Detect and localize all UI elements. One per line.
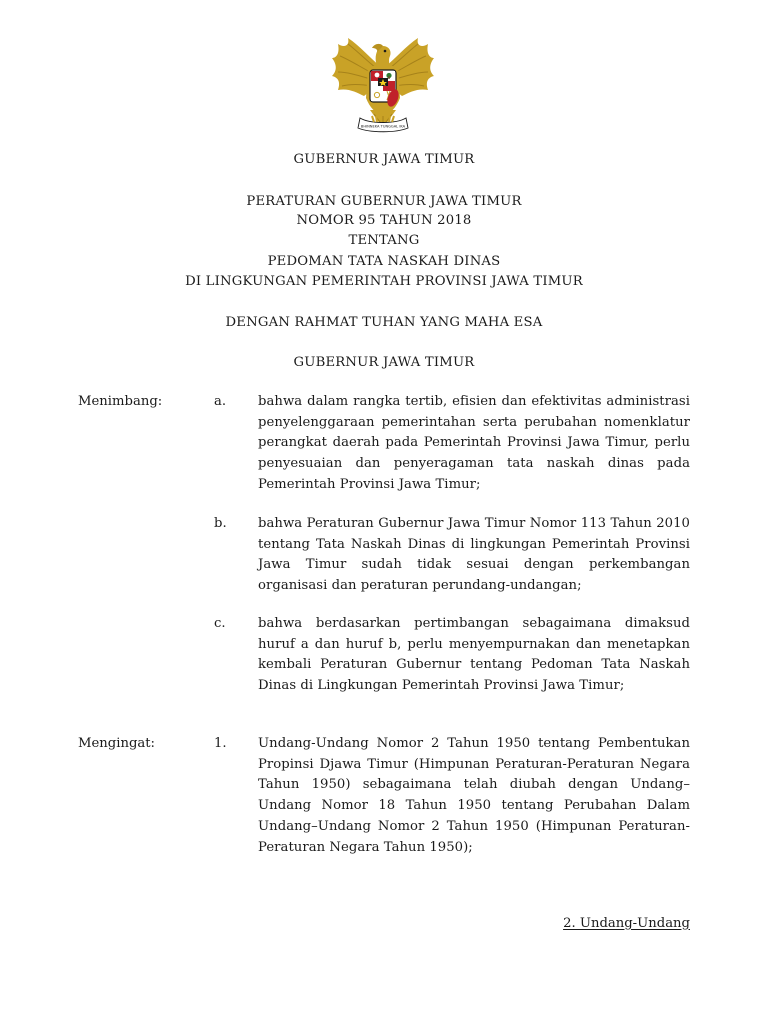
mengingat-label: Mengingat: — [78, 736, 156, 751]
svg-text:BHINNEKA TUNGGAL IKA: BHINNEKA TUNGGAL IKA — [360, 124, 406, 129]
regulation-about: TENTANG — [348, 233, 420, 248]
page-title: GUBERNUR JAWA TIMUR — [293, 152, 475, 167]
continuation-note: 2. Undang-Undang — [563, 916, 690, 931]
mengingat-item-1-marker: 1. — [214, 736, 227, 751]
garuda-emblem-icon — [330, 36, 436, 136]
menimbang-item-b-text: bahwa Peraturan Gubernur Jawa Timur Nomor 113 Tahun 2010 tentang Tata Naskah Dinas di lingkungan Pemerintah Provinsi Jawa Timur sudah tidak sesuai dengan perkembangan organisasi dan peraturan perundang-undangan; — [258, 516, 690, 594]
regulation-subject-line-1: PEDOMAN TATA NASKAH DINAS — [267, 254, 501, 269]
menimbang-item-c-text: bahwa berdasarkan pertimbangan sebagaimana dimaksud huruf a dan huruf b, perlu menyempurnakan dan menetapkan kembali Peraturan Gubernur tentang Pedoman Tata Naskah Dinas di Lingkungan Pemerintah Provinsi Jawa Timur; — [258, 616, 690, 694]
menimbang-item-a-text: bahwa dalam rangka tertib, efisien dan efektivitas administrasi penyelenggaraan pemerintahan serta perubahan nomenklatur perangkat daerah pada Pemerintah Provinsi Jawa Timur, perlu penyesuaian dan penyeragaman tata naskah dinas pada Pemerintah Provinsi Jawa Timur; — [258, 394, 690, 492]
mengingat-item-1-text: Undang-Undang Nomor 2 Tahun 1950 tentang Pembentukan Propinsi Djawa Timur (Himpunan Peraturan-Peraturan Negara Tahun 1950) sebagaimana telah diubah dengan Undang–Undang Nomor 18 Tahun 1950 tentang Perubahan Dalam Undang–Undang Nomor 2 Tahun 1950 (Himpunan Peraturan-Peraturan Negara Tahun 1950); — [258, 736, 690, 855]
menimbang-item-c-marker: c. — [214, 616, 226, 631]
menimbang-item-b-marker: b. — [214, 516, 227, 531]
blessing-line: DENGAN RAHMAT TUHAN YANG MAHA ESA — [225, 315, 543, 330]
menimbang-item-a-marker: a. — [214, 394, 227, 409]
menimbang-label: Menimbang: — [78, 394, 163, 409]
regulation-subject-line-2: DI LINGKUNGAN PEMERINTAH PROVINSI JAWA TIMUR — [185, 274, 583, 289]
authority-line: GUBERNUR JAWA TIMUR — [293, 355, 475, 370]
regulation-number: NOMOR 95 TAHUN 2018 — [296, 213, 472, 228]
regulation-title: PERATURAN GUBERNUR JAWA TIMUR — [246, 194, 522, 209]
